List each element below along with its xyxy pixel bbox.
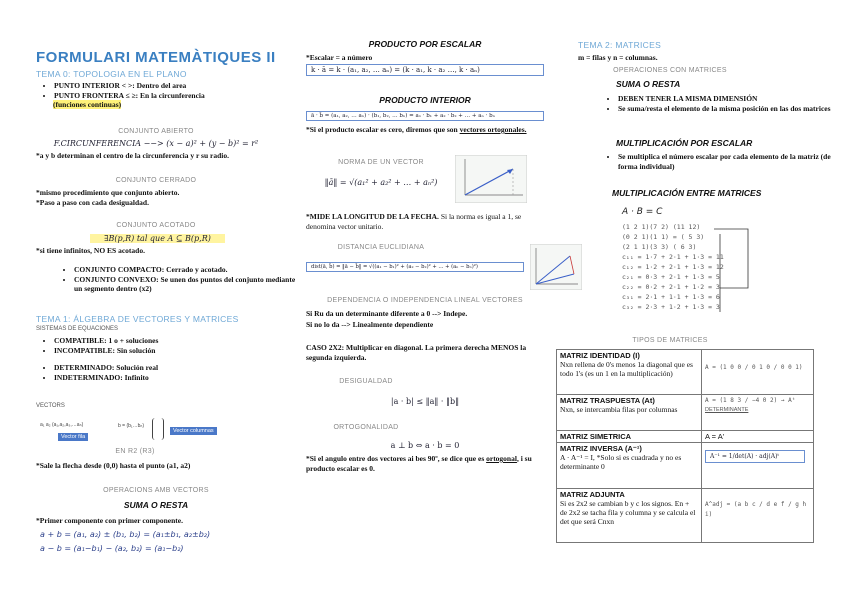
table-cell: MATRIZ INVERSA (A⁻¹) A · A⁻¹ = I, *Solo si es cuadrada y no es determinante 0 [557, 443, 702, 489]
table-cell: MATRIZ TRASPUESTA (At) Nxn, se intercambia filas por columnas [557, 395, 702, 431]
acotado-formula: ∃B(p,R) tal que A ⊆ B(p,R) [90, 234, 225, 243]
mult-escalar-heading: MULTIPLICACIÓN POR ESCALAR [616, 138, 753, 148]
suma-matrices-list [604, 94, 832, 113]
vector-columnas-label: Vector columnas [170, 427, 217, 435]
conj-acotado-heading: CONJUNTO ACOTADO [116, 222, 196, 229]
desig-formula: |a · b| ≤ ‖a‖ · ‖b‖ [390, 397, 460, 406]
table-cell: A = (1 0 0 / 0 1 0 / 0 0 1) [702, 350, 814, 395]
circ-formula: F.CIRCUNFERENCIA −−> (x − a)² + (y − b)² = r² [53, 139, 259, 148]
mult-row: c₂₂ = 0·2 + 2·1 + 1·2 = 3 [622, 283, 720, 291]
vector-fila-example: a₁ a₂ (a₁,a₂,a₃,…aₙ) [40, 422, 84, 428]
list-item: • INCOMPATIBLE: Sin solución [54, 346, 294, 356]
mult-row: c₃₂ = 2·3 + 1·2 + 1·3 = 3 [622, 303, 720, 311]
prod-interior-heading: PRODUCTO INTERIOR [379, 95, 471, 105]
prod-escalar-heading: PRODUCTO POR ESCALAR [368, 39, 482, 49]
table-cell: A^adj = (a b c / d e f / g h i) [702, 489, 814, 543]
tipos-heading: TIPOS DE MATRICES [632, 337, 708, 344]
tema1-heading: TEMA 1: ÁLGEBRA DE VECTORES Y MATRICES [36, 314, 239, 324]
table-row [557, 350, 814, 395]
list-item: • CONJUNTO COMPACTO: Cerrado y acotado. [74, 265, 302, 275]
desigualdad-heading: DESIGUALDAD [339, 378, 393, 385]
distancia-heading: DISTANCIA EUCLIDIANA [337, 244, 425, 251]
norma-note: *MIDE LA LONGITUD DE LA FECHA. Si la norma es igual a 1, se denomina vector unitario. [306, 212, 522, 231]
list-item: • DEBEN TENER LA MISMA DIMENSIÓN [618, 94, 832, 104]
resta-example: a − b = (a₁−b₁) − (a₂, b₂) = (a₁−b₂) [40, 544, 184, 553]
column-vector-bracket [152, 418, 164, 440]
circ-note: *a y b determinan el centro de la circunferencia y r su radio. [36, 151, 229, 160]
acotado-note: *si tiene infinitos, NO ES acotado. [36, 246, 145, 255]
table-cell: A = A' [702, 431, 814, 443]
conj-cerrado-heading: CONJUNTO CERRADO [115, 177, 197, 184]
sistemas-list-2 [40, 363, 294, 382]
suma-note: *Primer componente con primer componente. [36, 516, 183, 525]
mult-row: c₂₁ = 0·3 + 2·1 + 1·3 = 5 [622, 273, 720, 281]
operacions-heading: OPERACIONS AMB VECTORS [103, 487, 209, 494]
table-row [557, 395, 814, 431]
suma-resta-matrices-heading: SUMA O RESTA [616, 79, 681, 89]
interior-formula: ā · b̄ = (a₁, a₂, … aₙ) · (b₁, b₂, … bₙ) = a₁ · b₁ + a₂ · b₂ + … + aₙ · bₙ [306, 111, 544, 121]
caso-2x2: CASO 2X2: Multiplicar en diagonal. La primera derecha MENOS la segunda izquierda. [306, 343, 527, 362]
orto-formula: a ⊥ b ⇔ a · b = 0 [390, 441, 460, 450]
operaciones-heading: OPERACIONES CON MATRICES [613, 67, 727, 74]
tema0-note: (funciones continuas) [53, 100, 122, 109]
escalar-formula: k · ā = k · (a₁, a₂, … aₙ) = (k · a₁, k · a₂ …, k · aₙ) [306, 64, 544, 76]
list-item: • PUNTO FRONTERA ≤ ≥: En la circunferencia [54, 91, 304, 101]
tema0-list [40, 81, 304, 100]
vectors-figure [40, 418, 240, 444]
sistemas-list [40, 336, 294, 355]
tema2-heading: TEMA 2: MATRICES [578, 40, 662, 50]
list-item: • CONJUNTO CONVEXO: Se unen dos puntos del conjunto mediante un segmento dentro (x2) [74, 275, 302, 294]
sistemas-heading: SISTEMAS DE EQUACIONES [36, 326, 119, 332]
list-item: • Se suma/resta el elemento de la misma posición en las dos matrices [618, 104, 832, 114]
suma-example: a + b = (a₁, a₂) ± (b₁, b₂) = (a₁±b₁, a₂±b₂) [40, 530, 211, 539]
norma-vector-graph [455, 155, 527, 203]
vector-columna-example: b = (b₁…bₙ) [118, 423, 145, 429]
mult-row: c₃₁ = 2·1 + 1·1 + 1·3 = 6 [622, 293, 720, 301]
dep-line: Si Ru da un determinante diferente a 0 --> Indepe. [306, 309, 468, 318]
suma-resta-heading: SUMA O RESTA [123, 500, 189, 510]
table-cell: MATRIZ SIMETRICA [557, 431, 702, 443]
list-item: • DETERMINADO: Solución real [54, 363, 294, 373]
mult-top: A · B = C [622, 207, 663, 217]
mult-bracket-arrow [712, 226, 752, 316]
dependencia-heading: DEPENDENCIA O INDEPENDENCIA LINEAL VECTORES [327, 297, 523, 304]
compacto-list [60, 265, 302, 294]
orto-note: *Si el angulo entre dos vectores ai bes 90º, se dice que es ortogonal, i su producto escalar es 0. [306, 454, 532, 473]
ortogonalidad-heading: ORTOGONALIDAD [333, 424, 399, 431]
list-item: • PUNTO INTERIOR < >: Dentro del area [54, 81, 304, 91]
vectors-heading: VECTORS [36, 403, 65, 409]
page-title: FORMULARI MATEMÀTIQUES II [36, 49, 276, 66]
matrix-product-example: (1 2 1)(7 2) (11 12) (0 2 1)(1 1) = ( 5 3) (2 1 1)(3 3) ( 6 3) [622, 223, 705, 251]
list-item: • Se multiplica el número escalar por cada elemento de la matriz (de forma individual) [618, 152, 832, 171]
table-cell: MATRIZ ADJUNTA Si es 2x2 se cambian b y c los signos. En + de 2x2 se tacha fila y columna y se calcula el det que será Cnxn [557, 489, 702, 543]
list-item: • COMPATIBLE: 1 o + soluciones [54, 336, 294, 346]
cerrado-line: *Paso a paso con cada desigualdad. [36, 198, 149, 207]
table-cell: A = (1 8 3 / −4 0 2) → Aᵗ DETERMINANTE [702, 395, 814, 431]
table-row [557, 431, 814, 443]
tema0-heading: TEMA 0: TOPOLOGIA EN EL PLANO [36, 69, 187, 79]
table-cell: MATRIZ IDENTIDAD (I) Nxn rellena de 0's menos 1a diagonal que es todo 1's (es un 1 en la multiplicación) [557, 350, 702, 395]
distance-graph [530, 244, 582, 290]
mult-row: c₁₁ = 1·7 + 2·1 + 1·3 = 11 [622, 253, 724, 261]
norma-formula: ‖ā‖ = √(a₁² + a₂² + … + aₙ²) [324, 178, 438, 187]
dep-line: Si no lo da --> Linealmente dependiente [306, 320, 434, 329]
table-row [557, 443, 814, 489]
cerrado-line: *mismo procedimiento que conjunto abierto. [36, 188, 180, 197]
mult-escalar-list [604, 152, 832, 171]
norma-heading: NORMA DE UN VECTOR [338, 159, 424, 166]
mult-matrices-heading: MULTIPLICACIÓN ENTRE MATRICES [612, 188, 762, 198]
vector-fila-label: Vector fila [58, 433, 88, 441]
list-item: • INDETERMINADO: Infinito [54, 373, 294, 383]
conj-abierto-heading: CONJUNTO ABIERTO [118, 128, 194, 135]
flecha-note: *Sale la flecha desde (0,0) hasta el punto (a1, a2) [36, 461, 191, 470]
filas-note: m = filas y n = columnas. [578, 53, 658, 62]
table-row [557, 489, 814, 543]
table-cell: A⁻¹ = 1/det(A) · adj(A)ᵗ [702, 443, 814, 489]
escalar-note: *Escalar = a número [306, 53, 373, 62]
interior-note: *Si el producto escalar es cero, diremos que son vectores ortogonales. [306, 125, 527, 134]
matrix-types-table [556, 349, 814, 543]
dist-formula: dist(ā, b̄) = ‖ā − b̄‖ = √((a₁ − b₁)² + (a₂ − b₂)² + … + (aₙ − bₙ)²) [306, 262, 524, 272]
en-r2-heading: EN R2 (R3) [115, 448, 155, 455]
mult-row: c₁₂ = 1·2 + 2·1 + 1·3 = 12 [622, 263, 724, 271]
